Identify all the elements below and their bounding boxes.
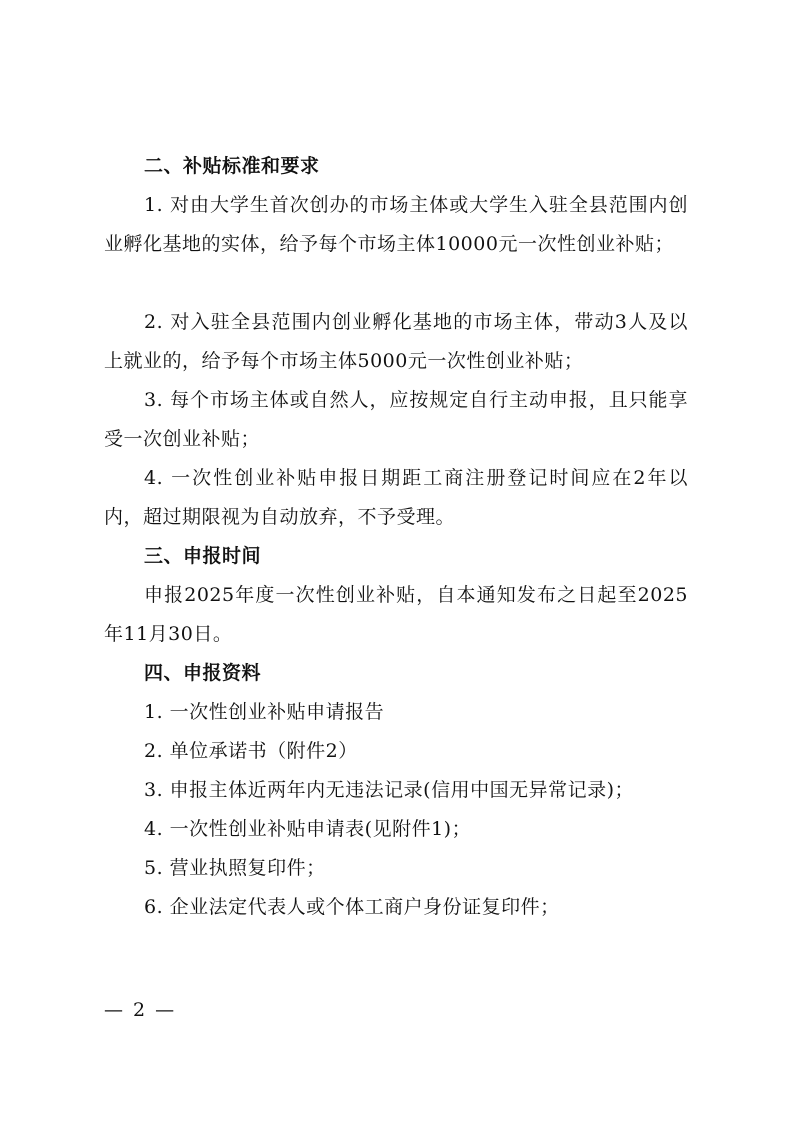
material-item-2: 2. 单位承诺书（附件2） (144, 740, 358, 762)
application-time-body: 申报2025年度一次性创业补贴，自本通知发布之日起至2025年11月30日。 (104, 584, 688, 645)
section-heading-application-materials: 四、申报资料 (144, 662, 262, 684)
material-item-1: 1. 一次性创业补贴申请报告 (144, 701, 385, 723)
material-item-3: 3. 申报主体近两年内无违法记录(信用中国无异常记录)； (144, 779, 634, 801)
section-heading-application-time: 三、申报时间 (144, 545, 262, 567)
section-heading-subsidy-standards: 二、补贴标准和要求 (144, 155, 320, 177)
subsidy-item-3: 3. 每个市场主体或自然人，应按规定自行主动申报，且只能享受一次创业补贴； (104, 389, 688, 450)
material-item-5: 5. 营业执照复印件； (144, 857, 326, 879)
material-item-4: 4. 一次性创业补贴申请表(见附件1)； (144, 818, 472, 840)
material-item-6: 6. 企业法定代表人或个体工商户身份证复印件； (144, 896, 560, 918)
subsidy-item-4: 4. 一次性创业补贴申报日期距工商注册登记时间应在2年以内，超过期限视为自动放弃，不予受理。 (104, 467, 688, 528)
page-number: — 2 — (104, 999, 177, 1021)
subsidy-item-1: 1. 对由大学生首次创办的市场主体或大学生入驻全县范围内创业孵化基地的实体，给予每个市场主体10000元一次性创业补贴； (104, 194, 688, 255)
subsidy-item-2: 2. 对入驻全县范围内创业孵化基地的市场主体，带动3人及以上就业的，给予每个市场主体5000元一次性创业补贴； (104, 311, 688, 372)
